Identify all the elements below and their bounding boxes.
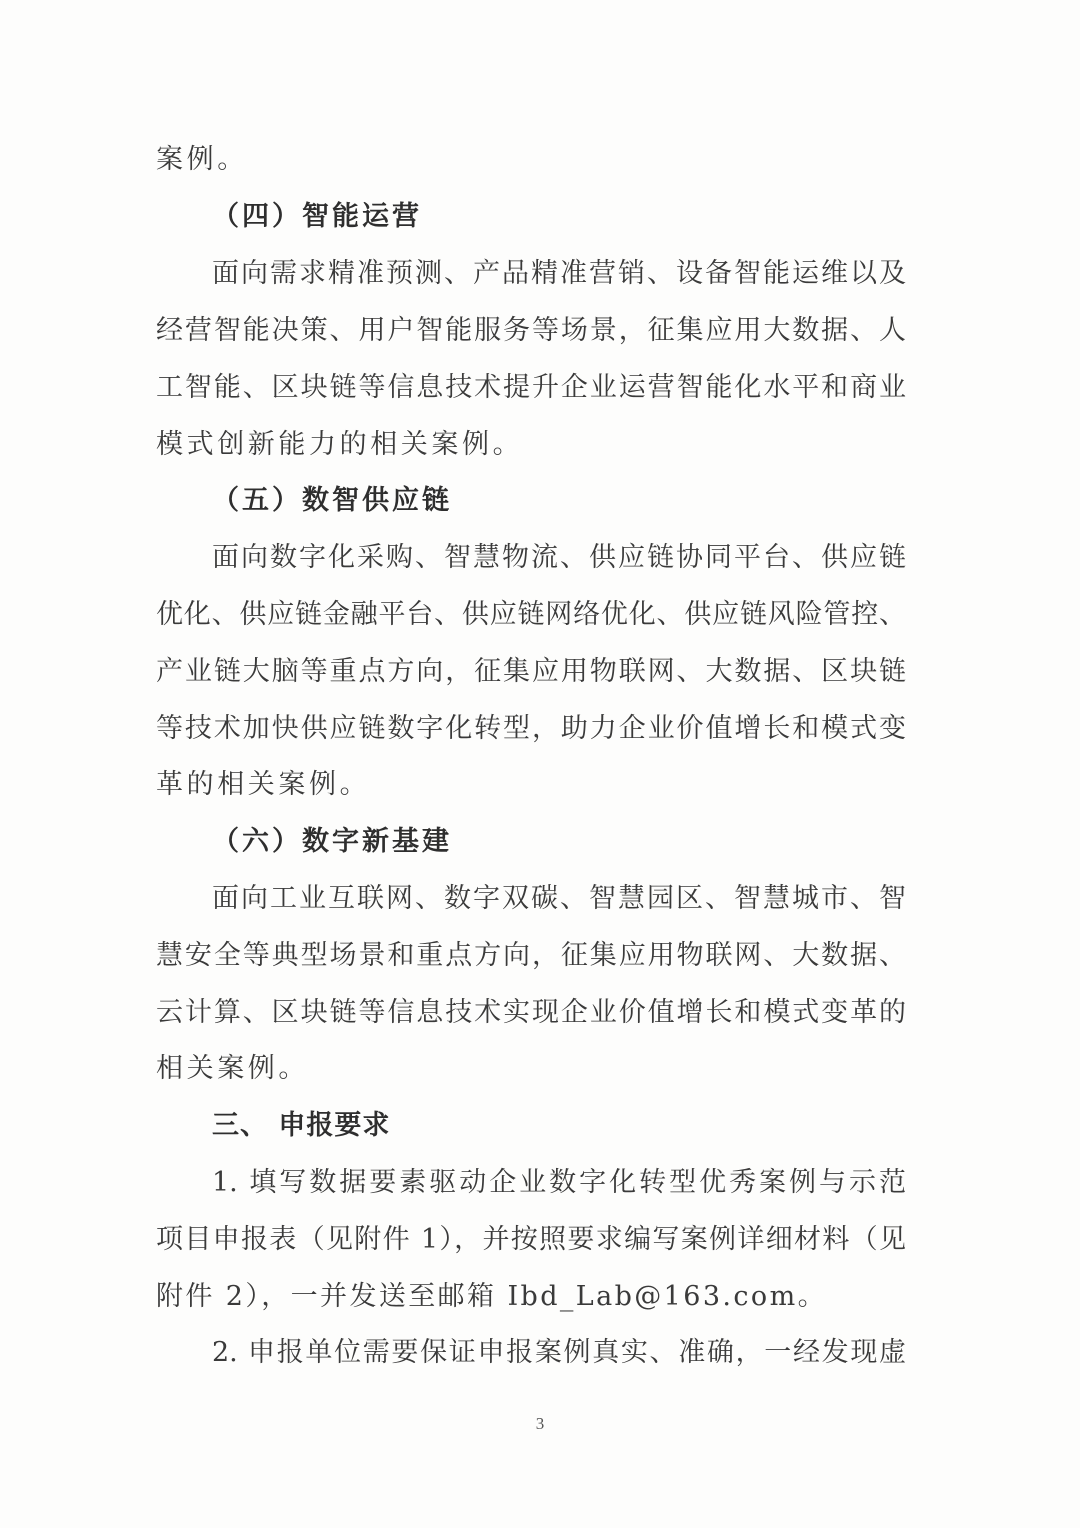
text-line: 案例。 xyxy=(156,144,248,175)
paragraph-line: 优化、供应链金融平台、供应链网络优化、供应链风险管控、 xyxy=(156,599,906,630)
paragraph-line: 经营智能决策、用户智能服务等场景，征集应用大数据、人 xyxy=(156,315,906,346)
paragraph-line: 相关案例。 xyxy=(156,1053,309,1084)
paragraph-line: 1. 填写数据要素驱动企业数字化转型优秀案例与示范 xyxy=(212,1167,906,1198)
section-heading-smart-supply-chain: （五）数智供应链 xyxy=(212,485,452,516)
paragraph-line: 2. 申报单位需要保证申报案例真实、准确，一经发现虚 xyxy=(212,1337,906,1368)
paragraph-line: 面向数字化采购、智慧物流、供应链协同平台、供应链 xyxy=(212,542,906,573)
paragraph-line: 等技术加快供应链数字化转型，助力企业价值增长和模式变 xyxy=(156,713,906,744)
paragraph-line: 面向需求精准预测、产品精准营销、设备智能运维以及 xyxy=(212,258,906,289)
paragraph-line: 工智能、区块链等信息技术提升企业运营智能化水平和商业 xyxy=(156,372,906,403)
paragraph-line-email: 附件 2），一并发送至邮箱 Ibd_Lab@163.com。 xyxy=(156,1281,827,1312)
section-heading-intelligent-operations: （四）智能运营 xyxy=(212,201,422,232)
paragraph-line: 产业链大脑等重点方向，征集应用物联网、大数据、区块链 xyxy=(156,656,906,687)
paragraph-line: 模式创新能力的相关案例。 xyxy=(156,429,524,460)
paragraph-line: 项目申报表（见附件 1），并按照要求编写案例详细材料（见 xyxy=(156,1224,906,1255)
paragraph-line: 慧安全等典型场景和重点方向，征集应用物联网、大数据、 xyxy=(156,940,906,971)
section-heading-application-requirements: 三、 申报要求 xyxy=(212,1110,391,1141)
page-number: 3 xyxy=(535,1414,545,1433)
section-heading-digital-infrastructure: （六）数字新基建 xyxy=(212,826,452,857)
paragraph-line: 面向工业互联网、数字双碳、智慧园区、智慧城市、智 xyxy=(212,883,906,914)
paragraph-line: 云计算、区块链等信息技术实现企业价值增长和模式变革的 xyxy=(156,997,906,1028)
paragraph-line: 革的相关案例。 xyxy=(156,769,371,800)
